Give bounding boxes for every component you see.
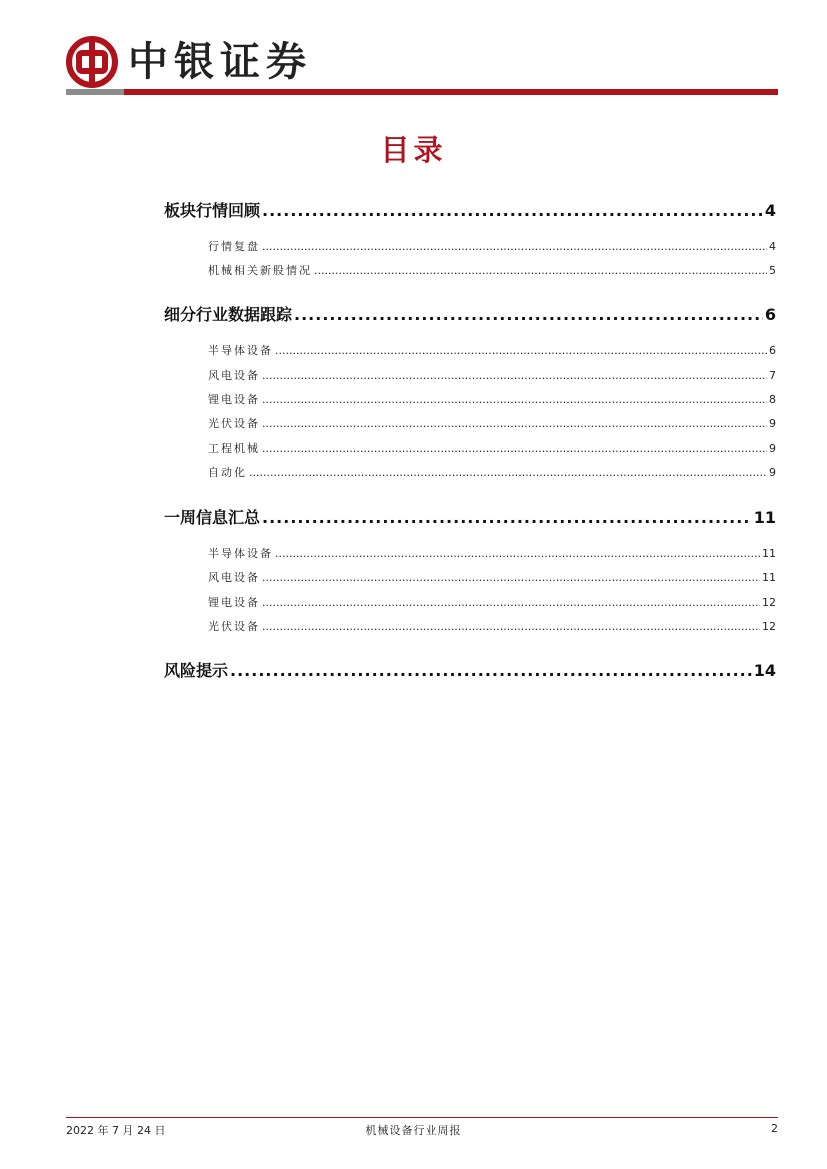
toc-item-label: 机械相关新股情况 xyxy=(208,264,312,277)
toc-leader-dots xyxy=(294,305,763,324)
toc-section-label: 细分行业数据跟踪 xyxy=(164,305,293,324)
page-header xyxy=(66,36,778,96)
toc-section-4[interactable] xyxy=(164,658,776,681)
toc-item-label: 风电设备 xyxy=(208,369,260,382)
toc-page-number: 4 xyxy=(764,201,776,220)
toc-item[interactable] xyxy=(208,391,776,407)
toc-item[interactable] xyxy=(208,342,776,358)
toc-item[interactable] xyxy=(208,367,776,383)
toc-page-number: 9 xyxy=(769,442,776,455)
toc-leader-dots xyxy=(262,393,767,406)
toc-item[interactable] xyxy=(208,569,776,585)
toc-leader-dots xyxy=(262,620,760,633)
toc-item[interactable] xyxy=(208,238,776,254)
toc-page-number: 4 xyxy=(769,240,776,253)
toc-item-label: 锂电设备 xyxy=(208,393,260,406)
toc-section-2[interactable] xyxy=(164,302,776,325)
toc-item-label: 半导体设备 xyxy=(208,344,273,357)
toc-section-label: 板块行情回顾 xyxy=(164,201,261,220)
toc-item-label: 风电设备 xyxy=(208,571,260,584)
footer-page-number: 2 xyxy=(771,1122,778,1135)
toc-page-number: 6 xyxy=(764,305,776,324)
toc-item[interactable] xyxy=(208,618,776,634)
toc-page-number: 11 xyxy=(753,508,776,527)
header-rule-gray xyxy=(66,89,124,95)
header-rule-red xyxy=(124,89,778,95)
toc-item-label: 锂电设备 xyxy=(208,596,260,609)
toc-leader-dots xyxy=(314,264,767,277)
brand-name: 中银证券 xyxy=(128,38,312,85)
toc-item[interactable] xyxy=(208,594,776,610)
toc-item-label: 光伏设备 xyxy=(208,417,260,430)
toc-page-number: 7 xyxy=(769,369,776,382)
toc-leader-dots xyxy=(230,661,752,680)
toc-page-number: 11 xyxy=(762,547,776,560)
toc-leader-dots xyxy=(249,466,767,479)
toc-leader-dots xyxy=(262,240,767,253)
toc-section-label: 一周信息汇总 xyxy=(164,508,261,527)
toc-item-label: 工程机械 xyxy=(208,442,260,455)
toc-item[interactable] xyxy=(208,545,776,561)
toc-leader-dots xyxy=(262,369,767,382)
toc-item[interactable] xyxy=(208,262,776,278)
toc-page-number: 9 xyxy=(769,417,776,430)
toc-page-number: 6 xyxy=(769,344,776,357)
toc-page-number: 8 xyxy=(769,393,776,406)
toc-section-label: 风险提示 xyxy=(164,661,229,680)
toc-page-number: 5 xyxy=(769,264,776,277)
footer-date: 2022 年 7 月 24 日 xyxy=(66,1124,166,1137)
toc-title: 目录 xyxy=(380,133,447,167)
toc-page-number: 11 xyxy=(762,571,776,584)
toc-item-label: 自动化 xyxy=(208,466,247,479)
toc-section-3[interactable] xyxy=(164,505,776,528)
bank-of-china-logo-icon xyxy=(66,36,118,88)
footer-report-name: 机械设备行业周报 xyxy=(365,1124,462,1137)
toc-item-label: 行情复盘 xyxy=(208,240,260,253)
toc-leader-dots xyxy=(262,442,767,455)
toc-leader-dots xyxy=(262,596,760,609)
toc-item[interactable] xyxy=(208,440,776,456)
toc-page-number: 9 xyxy=(769,466,776,479)
toc-item[interactable] xyxy=(208,464,776,480)
toc-section-1[interactable] xyxy=(164,198,776,221)
toc-page-number: 12 xyxy=(762,596,776,609)
footer-rule xyxy=(66,1117,778,1118)
toc-leader-dots xyxy=(262,417,767,430)
toc-leader-dots xyxy=(262,508,752,527)
toc-leader-dots xyxy=(275,344,767,357)
toc-item-label: 光伏设备 xyxy=(208,620,260,633)
toc-item-label: 半导体设备 xyxy=(208,547,273,560)
toc-page-number: 14 xyxy=(753,661,776,680)
toc-leader-dots xyxy=(262,571,760,584)
toc-leader-dots xyxy=(262,201,763,220)
toc-item[interactable] xyxy=(208,415,776,431)
toc-page-number: 12 xyxy=(762,620,776,633)
toc-leader-dots xyxy=(275,547,760,560)
